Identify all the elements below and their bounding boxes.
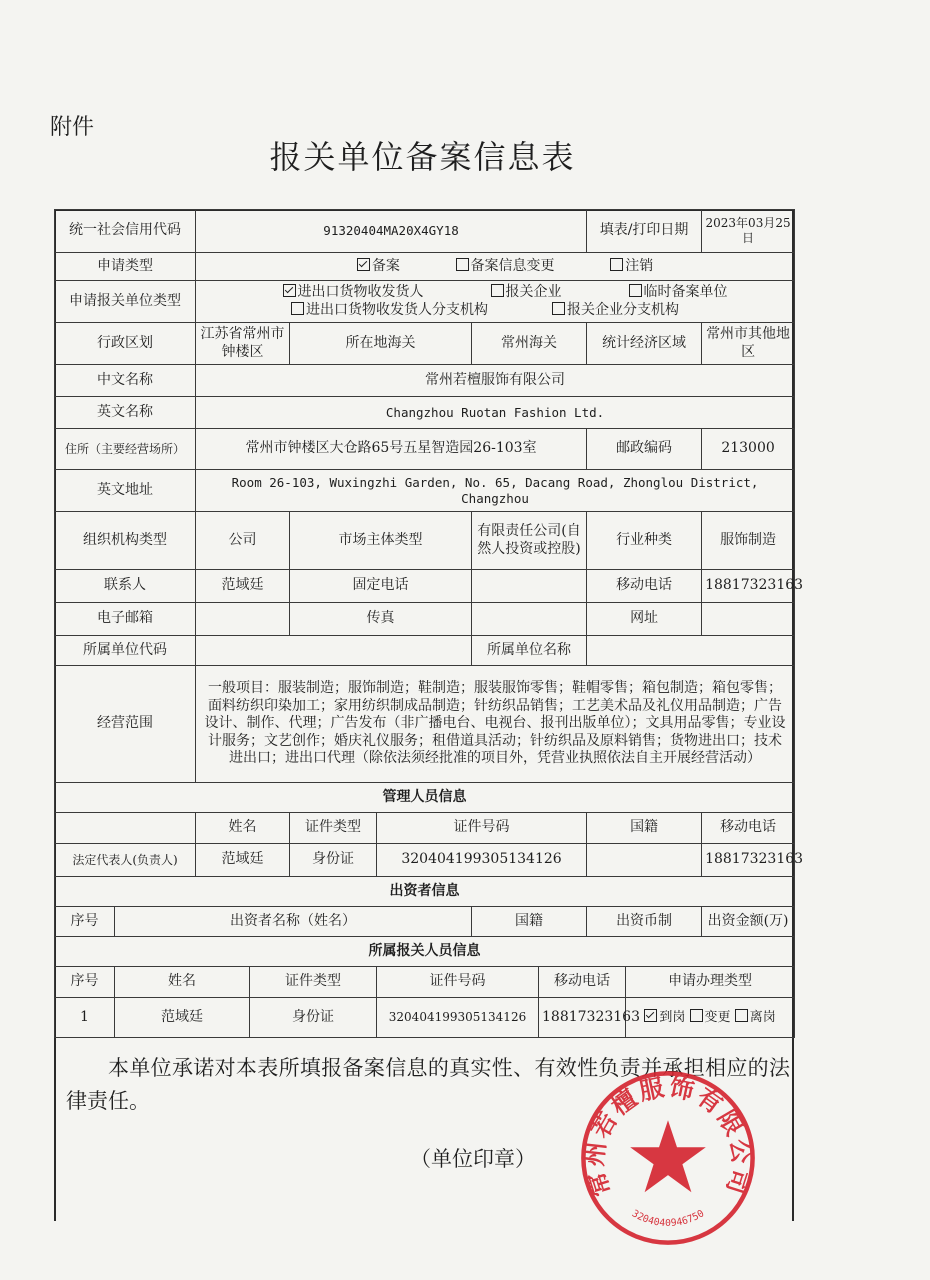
checkbox-icon <box>629 284 642 297</box>
declarants-header-idno: 证件号码 <box>377 967 539 998</box>
date-value: 2023年03月25日 <box>702 210 795 253</box>
seal-company-text: 常州若檀服饰有限公司 <box>579 1072 757 1201</box>
checkbox-icon <box>552 302 565 315</box>
investors-header-index: 序号 <box>55 907 115 937</box>
unit-type-label: 申请报关单位类型 <box>55 281 196 323</box>
declarants-section-title: 所属报关人员信息 <box>55 937 795 967</box>
checked-box-icon <box>357 258 370 271</box>
parent-name-value <box>587 636 795 666</box>
checkbox-icon <box>456 258 469 271</box>
managers-header-idtype: 证件类型 <box>290 813 377 844</box>
address-value: 常州市钟楼区大仓路65号五星智造园26-103室 <box>196 429 587 470</box>
declarant-mobile: 18817323163 <box>539 998 626 1038</box>
en-name-value: Changzhou Ruotan Fashion Ltd. <box>196 397 795 429</box>
declarant-option-leave[interactable]: 离岗 <box>735 1010 776 1025</box>
legal-rep-mobile: 18817323163 <box>702 844 795 877</box>
en-address-value: Room 26-103, Wuxingzhi Garden, No. 65, Dacang Road, Zhonglou District, Changzhou <box>196 470 795 512</box>
mobile-label: 移动电话 <box>587 570 702 603</box>
unit-type-options <box>196 281 795 323</box>
unit-option-broker[interactable]: 报关企业 <box>491 284 562 302</box>
scope-value: 一般项目：服装制造；服饰制造；鞋制造；服装服饰零售；鞋帽零售；箱包制造；箱包零售；面料纺织印染加工；家用纺织制成品制造；针纺织品销售；工艺美术品及礼仪用品制造；广告设计、制作、代理；广告发布（非广播电台、电视台、报刊出版单位）；文具用品零售；专业设计服务；文艺创作；婚庆礼仪服务；租借道具活动；针纺织品及原料销售；货物进出口；技术进出口；进出口代理（除依法须经批准的项目外，凭营业执照依法自主开展经营活动） <box>196 666 795 783</box>
checked-box-icon <box>283 284 296 297</box>
seal-star <box>630 1120 706 1192</box>
managers-header-blank <box>55 813 196 844</box>
page-title: 报关单位备案信息表 <box>269 138 576 176</box>
pledge-statement: 本单位承诺对本表所填报备案信息的真实性、有效性负责并承担相应的法律责任。 <box>66 1056 790 1113</box>
mobile-value: 18817323163 <box>702 570 795 603</box>
declarant-type-options <box>626 998 795 1038</box>
fax-label: 传真 <box>290 603 472 636</box>
parent-code-label: 所属单位代码 <box>55 636 196 666</box>
managers-header-name: 姓名 <box>196 813 290 844</box>
checkbox-icon <box>610 258 623 271</box>
en-address-label: 英文地址 <box>55 470 196 512</box>
managers-header-idno: 证件号码 <box>377 813 587 844</box>
registration-form <box>54 209 804 1038</box>
parent-code-value <box>196 636 472 666</box>
org-type-label: 组织机构类型 <box>55 512 196 570</box>
apply-type-label: 申请类型 <box>55 253 196 281</box>
checkbox-icon <box>491 284 504 297</box>
investors-section-title: 出资者信息 <box>55 877 795 907</box>
en-name-label: 英文名称 <box>55 397 196 429</box>
cn-name-value: 常州若檀服饰有限公司 <box>196 365 795 397</box>
market-type-value: 有限责任公司(自然人投资或控股) <box>472 512 587 570</box>
company-seal-icon <box>578 1068 758 1248</box>
phone-label: 固定电话 <box>290 570 472 603</box>
cn-name-label: 中文名称 <box>55 365 196 397</box>
econ-region-label: 统计经济区域 <box>587 323 702 365</box>
investors-header-amount: 出资金额(万) <box>702 907 795 937</box>
industry-label: 行业种类 <box>587 512 702 570</box>
market-type-label: 市场主体类型 <box>290 512 472 570</box>
postal-label: 邮政编码 <box>587 429 702 470</box>
postal-value: 213000 <box>702 429 795 470</box>
region-value: 江苏省常州市钟楼区 <box>196 323 290 365</box>
contact-label: 联系人 <box>55 570 196 603</box>
unit-option-consignee[interactable]: 进出口货物收发货人 <box>283 284 424 302</box>
declarants-header-name: 姓名 <box>115 967 250 998</box>
seal-label: （单位印章） <box>410 1147 536 1171</box>
declarant-index: 1 <box>55 998 115 1038</box>
region-label: 行政区划 <box>55 323 196 365</box>
checkbox-icon <box>735 1009 748 1022</box>
unit-option-temporary[interactable]: 临时备案单位 <box>629 284 728 302</box>
website-label: 网址 <box>587 603 702 636</box>
apply-type-options <box>196 253 795 281</box>
industry-value: 服饰制造 <box>702 512 795 570</box>
apply-option-cancel[interactable]: 注销 <box>610 258 653 276</box>
credit-code-label: 统一社会信用代码 <box>55 210 196 253</box>
org-type-value: 公司 <box>196 512 290 570</box>
declarant-idtype: 身份证 <box>250 998 377 1038</box>
checkbox-icon <box>690 1009 703 1022</box>
apply-option-change[interactable]: 备案信息变更 <box>456 258 555 276</box>
managers-header-mobile: 移动电话 <box>702 813 795 844</box>
declarants-header-index: 序号 <box>55 967 115 998</box>
legal-rep-idno: 320404199305134126 <box>377 844 587 877</box>
declarants-header-mobile: 移动电话 <box>539 967 626 998</box>
email-value <box>196 603 290 636</box>
scope-label: 经营范围 <box>55 666 196 783</box>
fax-value <box>472 603 587 636</box>
unit-option-broker-branch[interactable]: 报关企业分支机构 <box>552 302 679 320</box>
address-label: 住所（主要经营场所） <box>55 429 196 470</box>
date-label: 填表/打印日期 <box>587 210 702 253</box>
declarant-idno: 320404199305134126 <box>377 998 539 1038</box>
managers-section-title: 管理人员信息 <box>55 783 795 813</box>
legal-rep-name: 范域廷 <box>196 844 290 877</box>
checked-box-icon <box>644 1009 657 1022</box>
investors-header-currency: 出资币制 <box>587 907 702 937</box>
legal-rep-nationality <box>587 844 702 877</box>
econ-region-value: 常州市其他地区 <box>702 323 795 365</box>
checkbox-icon <box>291 302 304 315</box>
declarants-header-idtype: 证件类型 <box>250 967 377 998</box>
managers-header-nationality: 国籍 <box>587 813 702 844</box>
attachment-label: 附件 <box>50 115 95 140</box>
website-value <box>702 603 795 636</box>
investors-header-name: 出资者名称（姓名） <box>115 907 472 937</box>
legal-rep-idtype: 身份证 <box>290 844 377 877</box>
seal-number-text: 3204040946750 <box>629 1208 707 1230</box>
parent-name-label: 所属单位名称 <box>472 636 587 666</box>
apply-option-filing[interactable]: 备案 <box>357 258 400 276</box>
declarants-header-type: 申请办理类型 <box>626 967 795 998</box>
unit-option-consignee-branch[interactable]: 进出口货物收发货人分支机构 <box>291 302 488 320</box>
declarant-name: 范域廷 <box>115 998 250 1038</box>
email-label: 电子邮箱 <box>55 603 196 636</box>
credit-code-value: 91320404MA20X4GY18 <box>196 210 587 253</box>
declarant-option-change[interactable]: 变更 <box>690 1010 731 1025</box>
phone-value <box>472 570 587 603</box>
customs-value: 常州海关 <box>472 323 587 365</box>
contact-value: 范域廷 <box>196 570 290 603</box>
declarant-option-onboard[interactable]: 到岗 <box>644 1010 685 1025</box>
legal-rep-label: 法定代表人(负责人) <box>55 844 196 877</box>
investors-header-nationality: 国籍 <box>472 907 587 937</box>
customs-label: 所在地海关 <box>290 323 472 365</box>
